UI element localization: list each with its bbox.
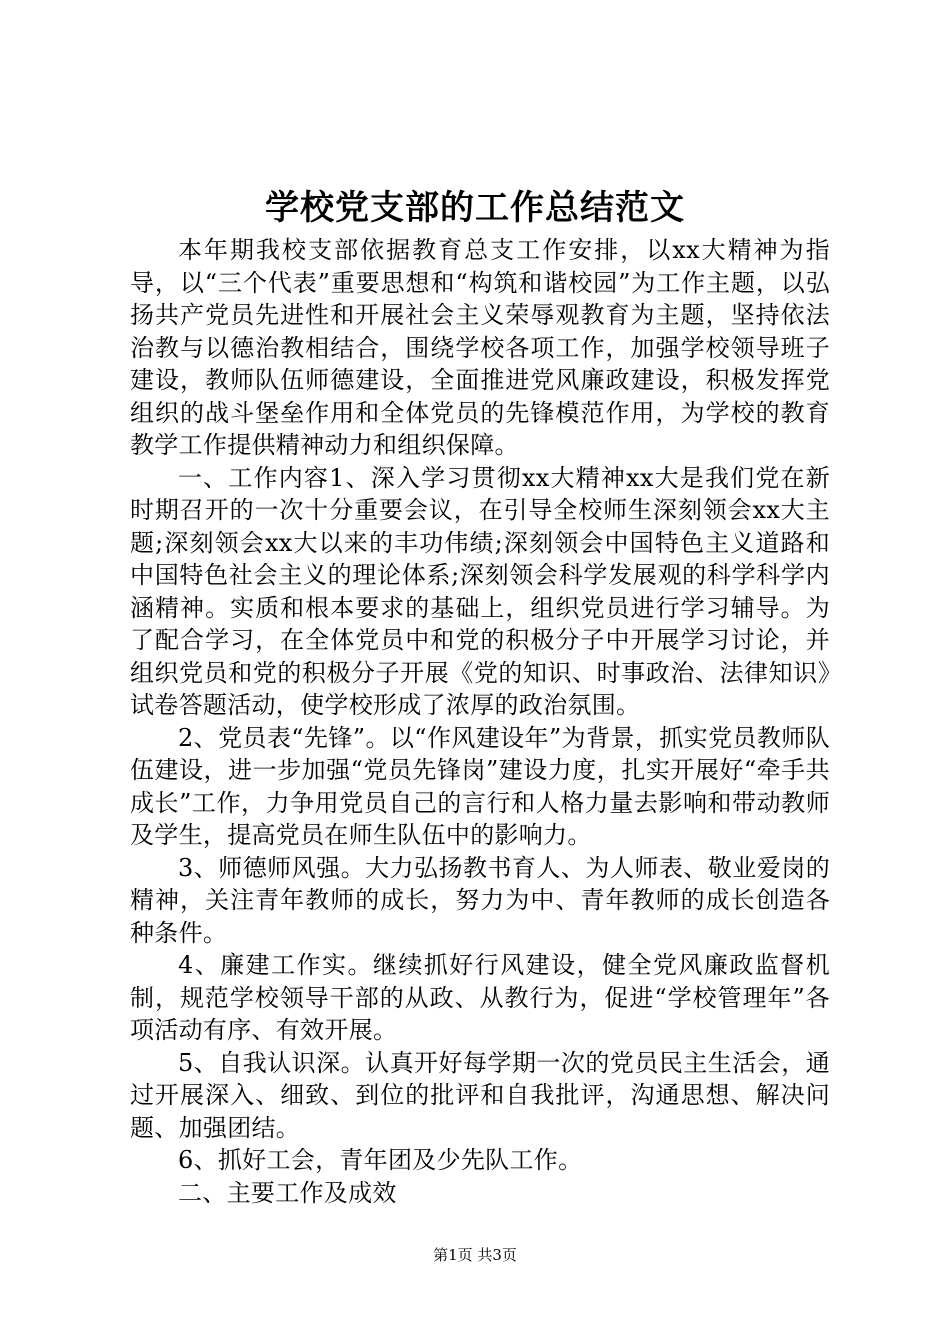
paragraph-intro: 本年期我校支部依据教育总支工作安排，以xx大精神为指导，以“三个代表”重要思想和“构筑和谐校园”为工作主题，以弘扬共产党员先进性和开展社会主义荣辱观教育为主题，坚持依法治教与以德治教相结合，围绕学校各项工作，加强学校领导班子建设，教师队伍师德建设，全面推进党风廉政建设，积极发挥党组织的战斗堡垒作用和全体党员的先锋模范作用，为学校的教育教学工作提供精神动力和组织保障。 (130, 236, 830, 459)
paragraph-item-4: 4、廉建工作实。继续抓好行风建设，健全党风廉政监督机制，规范学校领导干部的从政、从教行为，促进“学校管理年”各项活动有序、有效开展。 (130, 951, 830, 1044)
paragraph-item-2: 2、党员表“先锋”。以“作风建设年”为背景，抓实党员教师队伍建设，进一步加强“党员先锋岗”建设力度，扎实开展好“牵手共成长”工作，力争用党员自己的言行和人格力量去影响和带动教师及学生，提高党员在师生队伍中的影响力。 (130, 723, 830, 849)
document-body (130, 234, 830, 1209)
paragraph-item-3: 3、师德师风强。大力弘扬教书育人、为人师表、敬业爱岗的精神，关注青年教师的成长，努力为中、青年教师的成长创造各种条件。 (130, 853, 830, 947)
paragraph-work-content: 一、工作内容1、深入学习贯彻xx大精神xx大是我们党在新时期召开的一次十分重要会议，在引导全校师生深刻领会xx大主题;深刻领会xx大以来的丰功伟绩;深刻领会中国特色主义道路和中国特色社会主义的理论体系;深刻领会科学发展观的科学科学内涵精神。实质和根本要求的基础上，组织党员进行学习辅导。为了配合学习，在全体党员中和党的积极分子中开展学习讨论，并组织党员和党的积极分子开展《党的知识、时事政治、法律知识》试卷答题活动，使学校形成了浓厚的政治氛围。 (130, 463, 830, 719)
paragraph-item-5: 5、自我认识深。认真开好每学期一次的党员民主生活会，通过开展深入、细致、到位的批评和自我批评，沟通思想、解决问题、加强团结。 (130, 1048, 830, 1142)
page-title: 学校党支部的工作总结范文 (265, 188, 685, 228)
section-heading-2: 二、主要工作及成效 (178, 1178, 397, 1207)
paragraph-item-6: 6、抓好工会，青年团及少先队工作。 (178, 1146, 583, 1174)
page-number-footer: 第1页 共3页 (433, 1246, 517, 1264)
